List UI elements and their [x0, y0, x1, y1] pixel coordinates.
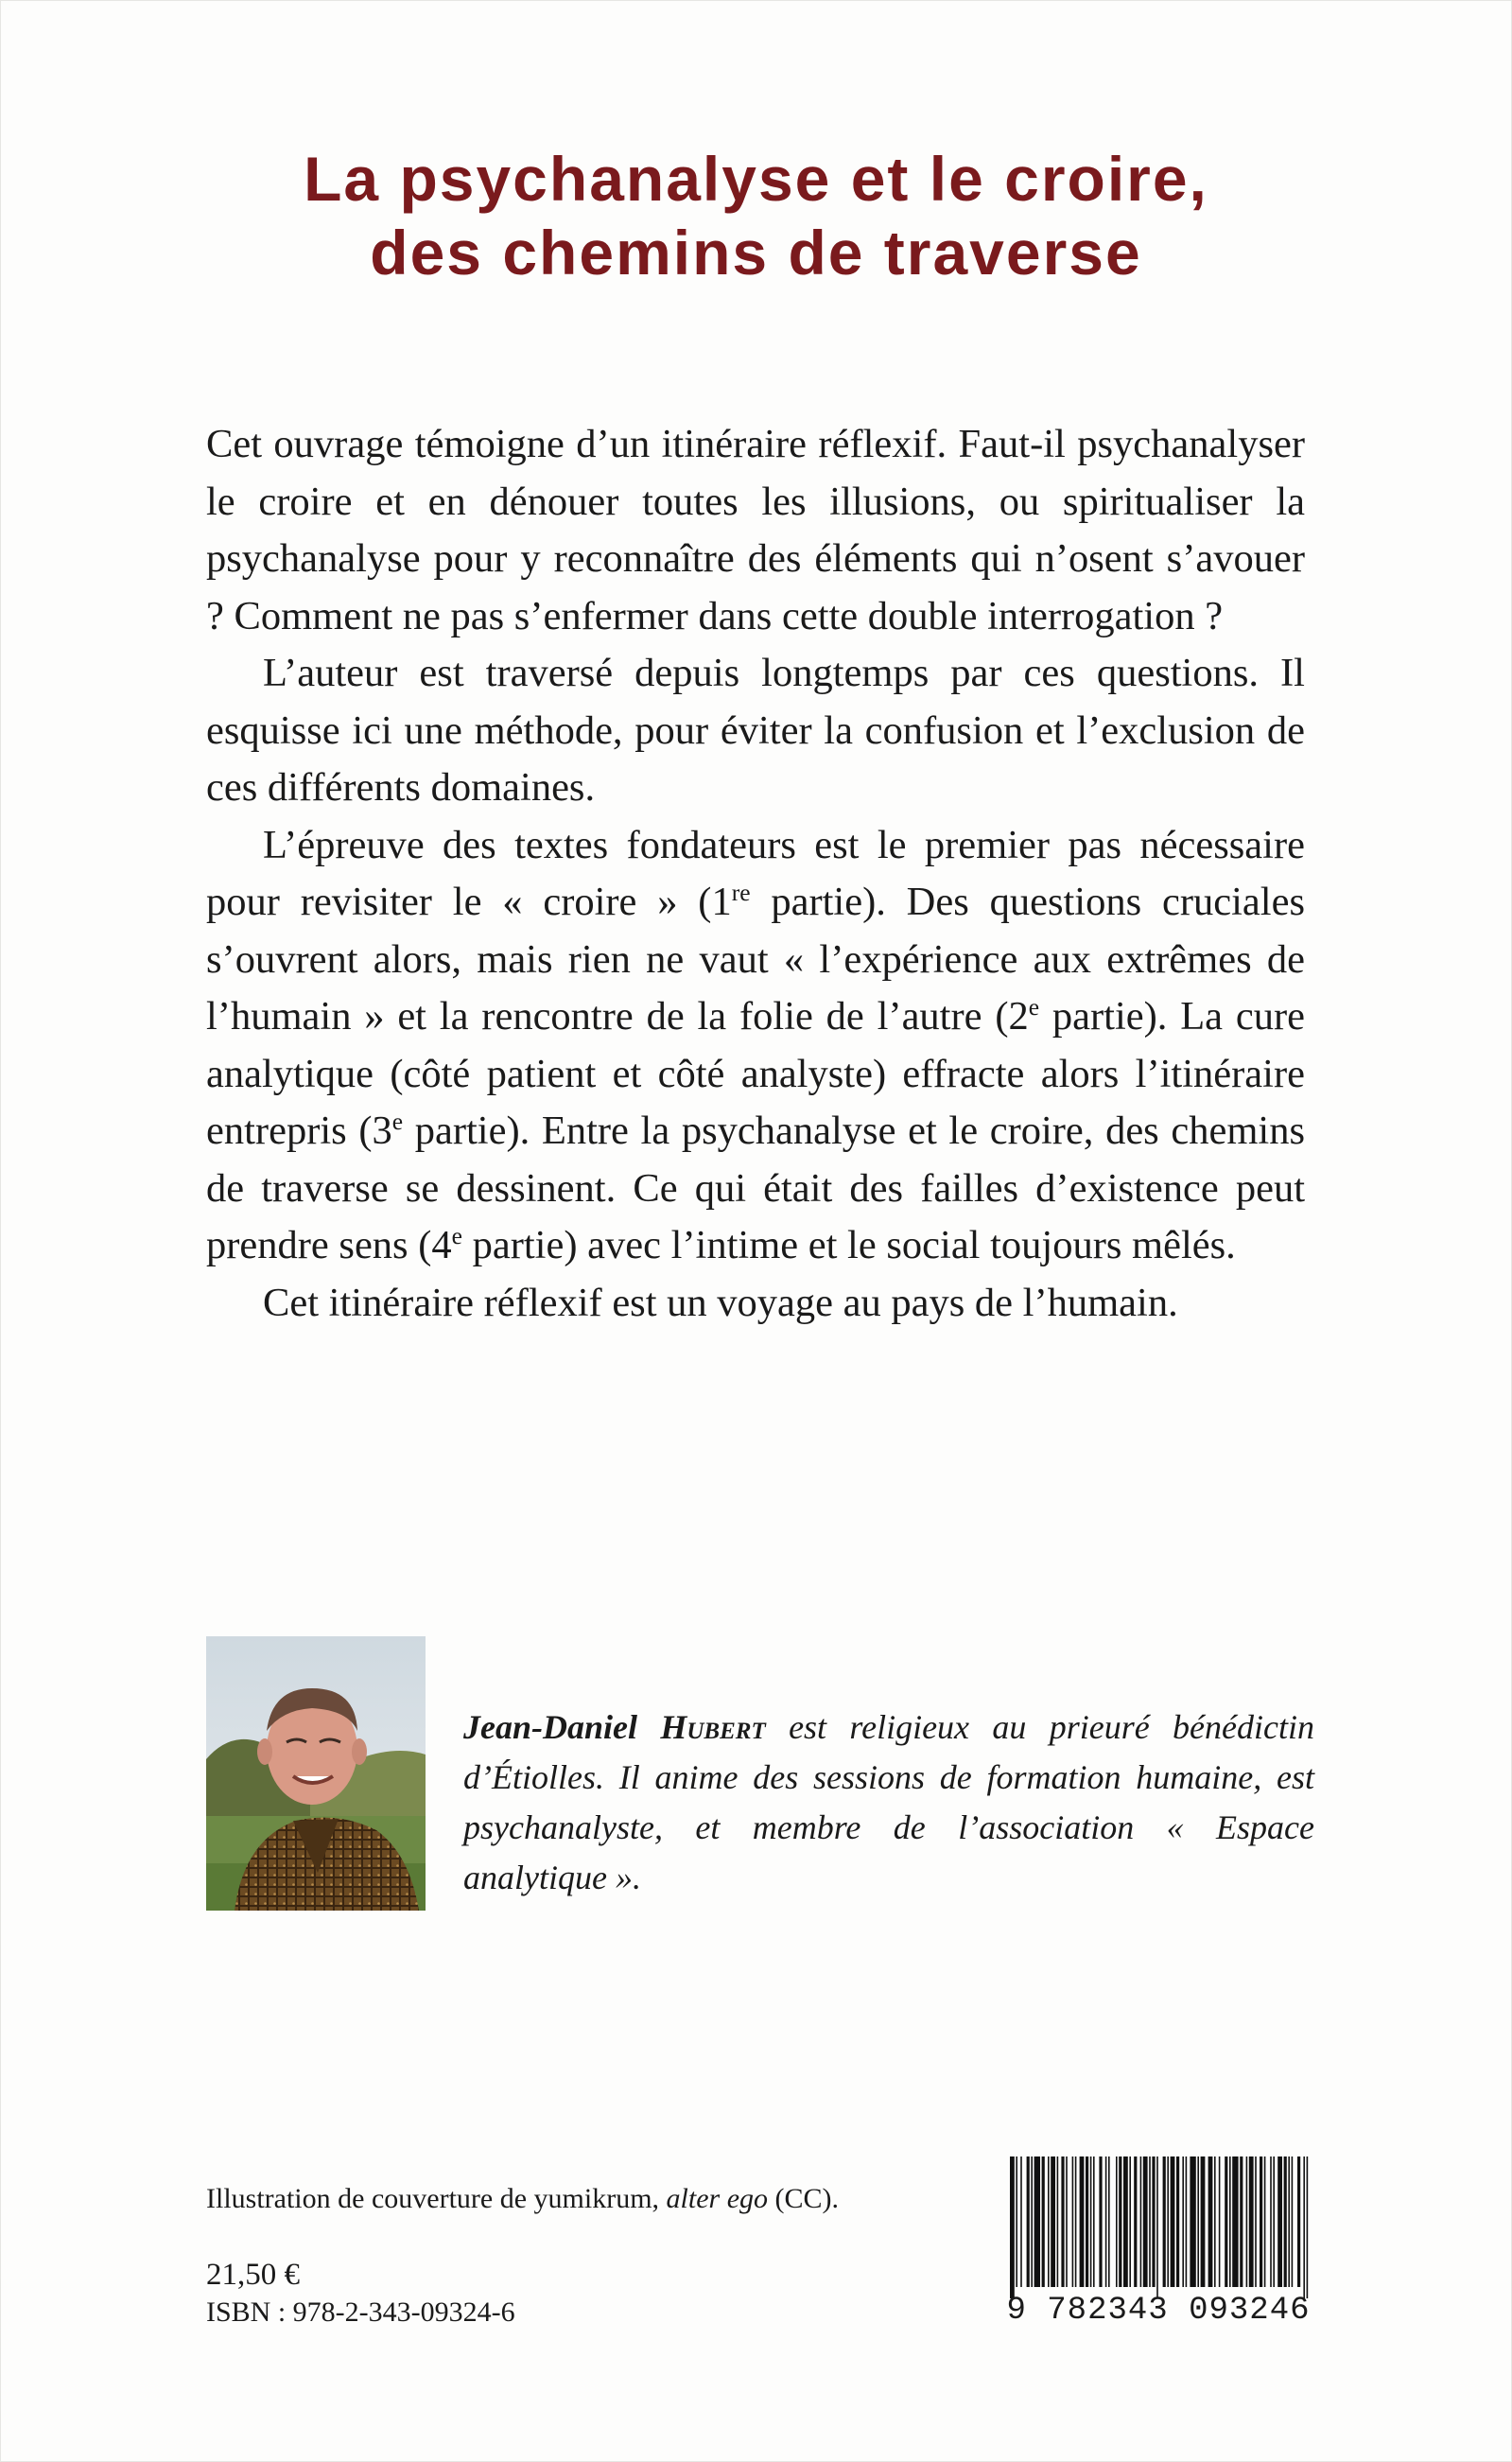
blurb-p3-part-b: partie). Des questions cruciales s’ouvrent alors, mais rien ne vaut « l’expérience aux extrêmes de l’humain » et la rencontre de la folie de l’autre (2 [206, 880, 1305, 1039]
author-photo [206, 1636, 426, 1911]
barcode-bar [1208, 2156, 1213, 2287]
isbn: ISBN : 978-2-343-09324-6 [206, 2296, 515, 2328]
barcode-bar [1010, 2156, 1015, 2298]
barcode-bar [1297, 2156, 1300, 2287]
barcode-number: 9 782343 093246 [1006, 2293, 1311, 2329]
title-line-1: La psychanalyse et le croire, [304, 144, 1208, 214]
credit-title: alter ego [666, 2183, 769, 2214]
barcode-bar [1075, 2156, 1077, 2287]
barcode-bar [1284, 2156, 1287, 2287]
barcode-bar [1020, 2156, 1022, 2287]
barcode-bar [1140, 2156, 1142, 2287]
barcode-bar [1156, 2156, 1158, 2298]
blurb-paragraph-2: L’auteur est traversé depuis longtemps par ces questions. Il esquisse ici une méthode, pour éviter la confusion et l’exclusion de ces différents domaines. [206, 651, 1305, 810]
barcode-bar [1105, 2156, 1107, 2287]
barcode-bar [1163, 2156, 1166, 2287]
barcode-bar [1119, 2156, 1121, 2287]
barcode-bar [1143, 2156, 1148, 2287]
barcode-bar [1134, 2156, 1137, 2287]
ordinal-sup: e [391, 1107, 404, 1135]
blurb-paragraph-1: Cet ouvrage témoigne d’un itinéraire réflexif. Faut-il psychanalyser le croire et en dénouer toutes les illusions, ou spiritualiser la psychanalyse pour y reconnaître des éléments qui n’osent s’avouer ? Comment ne pas s’enfermer dans cette double interrogation ? [206, 422, 1305, 638]
barcode-bar [1123, 2156, 1128, 2287]
barcode-bar [1108, 2156, 1110, 2287]
blurb-paragraph-3 [206, 817, 1305, 1275]
barcode-bar [1264, 2156, 1266, 2287]
barcode-bar [1270, 2156, 1272, 2287]
title-line-2: des chemins de traverse [370, 218, 1142, 288]
barcode-bar [1176, 2156, 1179, 2287]
barcode-bar [1016, 2156, 1017, 2287]
blurb-p3-part-e: partie) avec l’intime et le social toujours mêlés. [461, 1223, 1236, 1267]
barcode-bar [1225, 2156, 1227, 2287]
barcode-bar [1167, 2156, 1169, 2287]
blurb-p3-part-c: partie). La cure analytique (côté patient et côté analyste) effracte alors l’itinéraire entrepris (3 [206, 994, 1305, 1153]
barcode-bar [1080, 2156, 1085, 2287]
barcode-bar [1149, 2156, 1151, 2287]
blurb-paragraph-4: Cet itinéraire réflexif est un voyage au pays de l’humain. [263, 1280, 1178, 1325]
author-first-name: Jean-Daniel [463, 1708, 637, 1746]
barcode-bar [1051, 2156, 1055, 2287]
barcode-bar [1229, 2156, 1231, 2287]
barcode-bar [1190, 2156, 1195, 2287]
book-title [0, 142, 1512, 289]
ordinal-sup: e [451, 1221, 462, 1249]
barcode-bar [1066, 2156, 1068, 2287]
barcode-bar [1057, 2156, 1059, 2287]
barcode-bar [1072, 2156, 1074, 2287]
barcode-bar [1129, 2156, 1131, 2287]
barcode-bar [1186, 2156, 1188, 2287]
barcode-bar [1214, 2156, 1216, 2287]
barcode-bar [1219, 2156, 1221, 2287]
barcode-bar [1171, 2156, 1175, 2287]
barcode-bar [1292, 2156, 1294, 2287]
barcode-bar [1303, 2156, 1305, 2298]
credit-prefix: Illustration de couverture de yumikrum, [206, 2183, 667, 2214]
barcode-bar [1249, 2156, 1254, 2287]
blurb-p3-part-d: partie). Entre la psychanalyse et le croire, des chemins de traverse se dessinent. Ce qui était des failles d’existence peut prendre sens (4 [206, 1109, 1305, 1267]
credit-suffix: (CC). [768, 2183, 840, 2214]
barcode-bar [1031, 2156, 1033, 2287]
barcode-bar [1116, 2156, 1118, 2287]
barcode-bar [1240, 2156, 1243, 2287]
barcode-bar [1086, 2156, 1088, 2287]
cover-credit [206, 2180, 839, 2218]
barcode-bar [1048, 2156, 1050, 2287]
barcode-bar [1260, 2156, 1262, 2287]
barcode-bar [1232, 2156, 1238, 2287]
barcode-bar [1197, 2156, 1199, 2287]
barcode-bar [1042, 2156, 1045, 2287]
barcode-bar [1288, 2156, 1290, 2287]
ordinal-sup: re [731, 878, 751, 906]
barcode-bar [1152, 2156, 1155, 2287]
barcode-bar [1255, 2156, 1257, 2287]
barcode-bar [1090, 2156, 1092, 2287]
barcode-bar [1182, 2156, 1184, 2287]
blurb-p3-part-a: L’épreuve des textes fondateurs est le premier pas nécessaire pour revisiter le « croire » (1 [206, 822, 1305, 924]
author-bio [463, 1702, 1314, 1903]
barcode-bar [1027, 2156, 1030, 2287]
price: 21,50 € [206, 2258, 300, 2292]
author-last-name: Hubert [660, 1708, 766, 1746]
barcode-bar [1099, 2156, 1102, 2287]
ordinal-sup: e [1028, 992, 1040, 1021]
barcode-bar [1061, 2156, 1064, 2287]
barcode-bar [1246, 2156, 1248, 2287]
barcode-bar [1201, 2156, 1206, 2287]
barcode-bar [1034, 2156, 1040, 2287]
barcode-bar [1277, 2156, 1282, 2287]
barcode-bar [1093, 2156, 1095, 2287]
author-bio-text: est religieux au prieuré bénédictin d’Étiolles. Il anime des sessions de formation humaine, est psychanalyste, et membre de l’association « Espace analytique ». [463, 1708, 1315, 1896]
barcode-bar [1273, 2156, 1275, 2287]
barcode-bar [1307, 2156, 1309, 2298]
blurb [206, 416, 1305, 1332]
